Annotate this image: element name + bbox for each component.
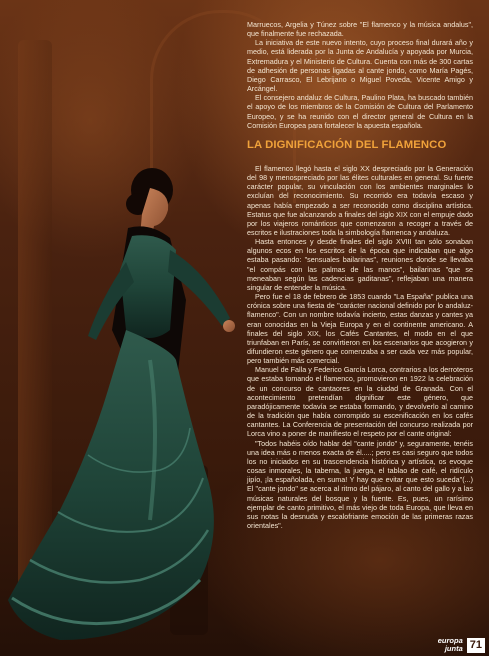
article-paragraph: Pero fue el 18 de febrero de 1853 cuando "La España" publica una crónica sobre una fiesta de "carácter nacional definido por lo andaluz-flamenco". Con un nombre todavía incierto, estas danzas y cantes ya eran conocidas en la Vieja Europa y en el continente americano. A finales del siglo XIX, los Cafés Cantantes, el modo en el que triunfaban en París, se convirtieron en los escenarios que acogieron y difundieron este género que comenzaba a ser cada vez más popular, pero también más comercial.: [247, 292, 473, 366]
article-paragraph: Hasta entonces y desde finales del siglo XVIII tan sólo sonaban algunos ecos en los escritos de la época que indicaban que algo estaba pasando: "sensuales bailarinas", reuniones donde se llevaba "el compás con las palmas de las manos", bailarinas "que se meneaban según las cadencias gaditanas", reflejaban una manera singular de entender la música.: [247, 237, 473, 292]
article-paragraph: El flamenco llegó hasta el siglo XX despreciado por la Generación del 98 y menospreciado por las élites culturales en general. Su fuerte carácter popular, su vinculación con los ambientes marginales lo excluían del reconocimiento. Su recorrido era todavía escaso y apenas había empezado a ser reconocido como disciplina artística. Estatus que fue alcanzando a finales del siglo XIX con el empuje dado por los viajeros románticos que comenzaron a recoger a través de escritos e ilustraciones toda la simbología flamenca y andaluza.: [247, 163, 473, 237]
brand-line-1: europa: [437, 636, 463, 645]
section-heading: LA DIGNIFICACIÓN DEL FLAMENCO: [247, 138, 447, 151]
article-quote-paragraph: "Todos habéis oído hablar del "cante jondo" y, seguramente, tenéis una idea más o menos exacta de él.....; pero es casi seguro que todos los no iniciados en su trascendencia histórica y artística, os evoque cosas inmorales, la taberna, la juerga, el tablao de café, el ridículo jipío, ¡la españolada, en suma! Y hay que evitar que esto suceda"(...) El "cante jondo" se acerca al ritmo del pájaro, al canto del gallo y a las músicas naturales del bosque y la fuente. Es, pues, un rarísimo ejemplar de canto primitivo, el más viejo de toda Europa, que lleva en sus notas la desnuda y escalofriante emoción de las primeras razas orientales".: [247, 438, 473, 530]
page-number: 71: [467, 638, 485, 653]
article-paragraph: El consejero andaluz de Cultura, Paulino Plata, ha buscado también el apoyo de los miembros de la Comisión de Cultura del Parlamento Europeo, y se ha reunido con el director general de Cultura en la Comisión Europea para fortalecer la apuesta española.: [247, 93, 473, 130]
article-paragraph: Manuel de Falla y Federico García Lorca, contrarios a los derroteros que estaba tomando el flamenco, promovieron en 1922 la celebración de un concurso de cantaores en la ciudad de Granada. Con el acontecimiento pretendían dignificar este género, que paradójicamente todavía se estaba formando, y devolverlo al camino de la tradición que había corrompido su escenificación en los cafés cantantes. La Conferencia de presentación del concurso realizada por Lorca vino a poner de manifiesto el respeto por el cante original:: [247, 365, 473, 439]
page-footer: [438, 637, 485, 653]
magazine-logo: [438, 637, 463, 653]
article-paragraph: La iniciativa de este nuevo intento, cuyo proceso final durará año y medio, está liderada por la Junta de Andalucía y apoyada por Murcia, Extremadura y el Ministerio de Cultura. Cuenta con más de 300 cartas de adhesión de personas ligadas al cante jondo, como María Pagés, Diego Carrasco, El Lebrijano o Miguel Poveda, Vicente Amigo y Arcángel.: [247, 38, 473, 94]
section-gap: [247, 130, 473, 139]
article-paragraph: Marruecos, Argelia y Túnez sobre "El flamenco y la música andalus", que finalmente fue rechazada.: [247, 20, 473, 39]
article-text-column: [247, 20, 473, 530]
brand-line-2: junta: [444, 644, 463, 653]
